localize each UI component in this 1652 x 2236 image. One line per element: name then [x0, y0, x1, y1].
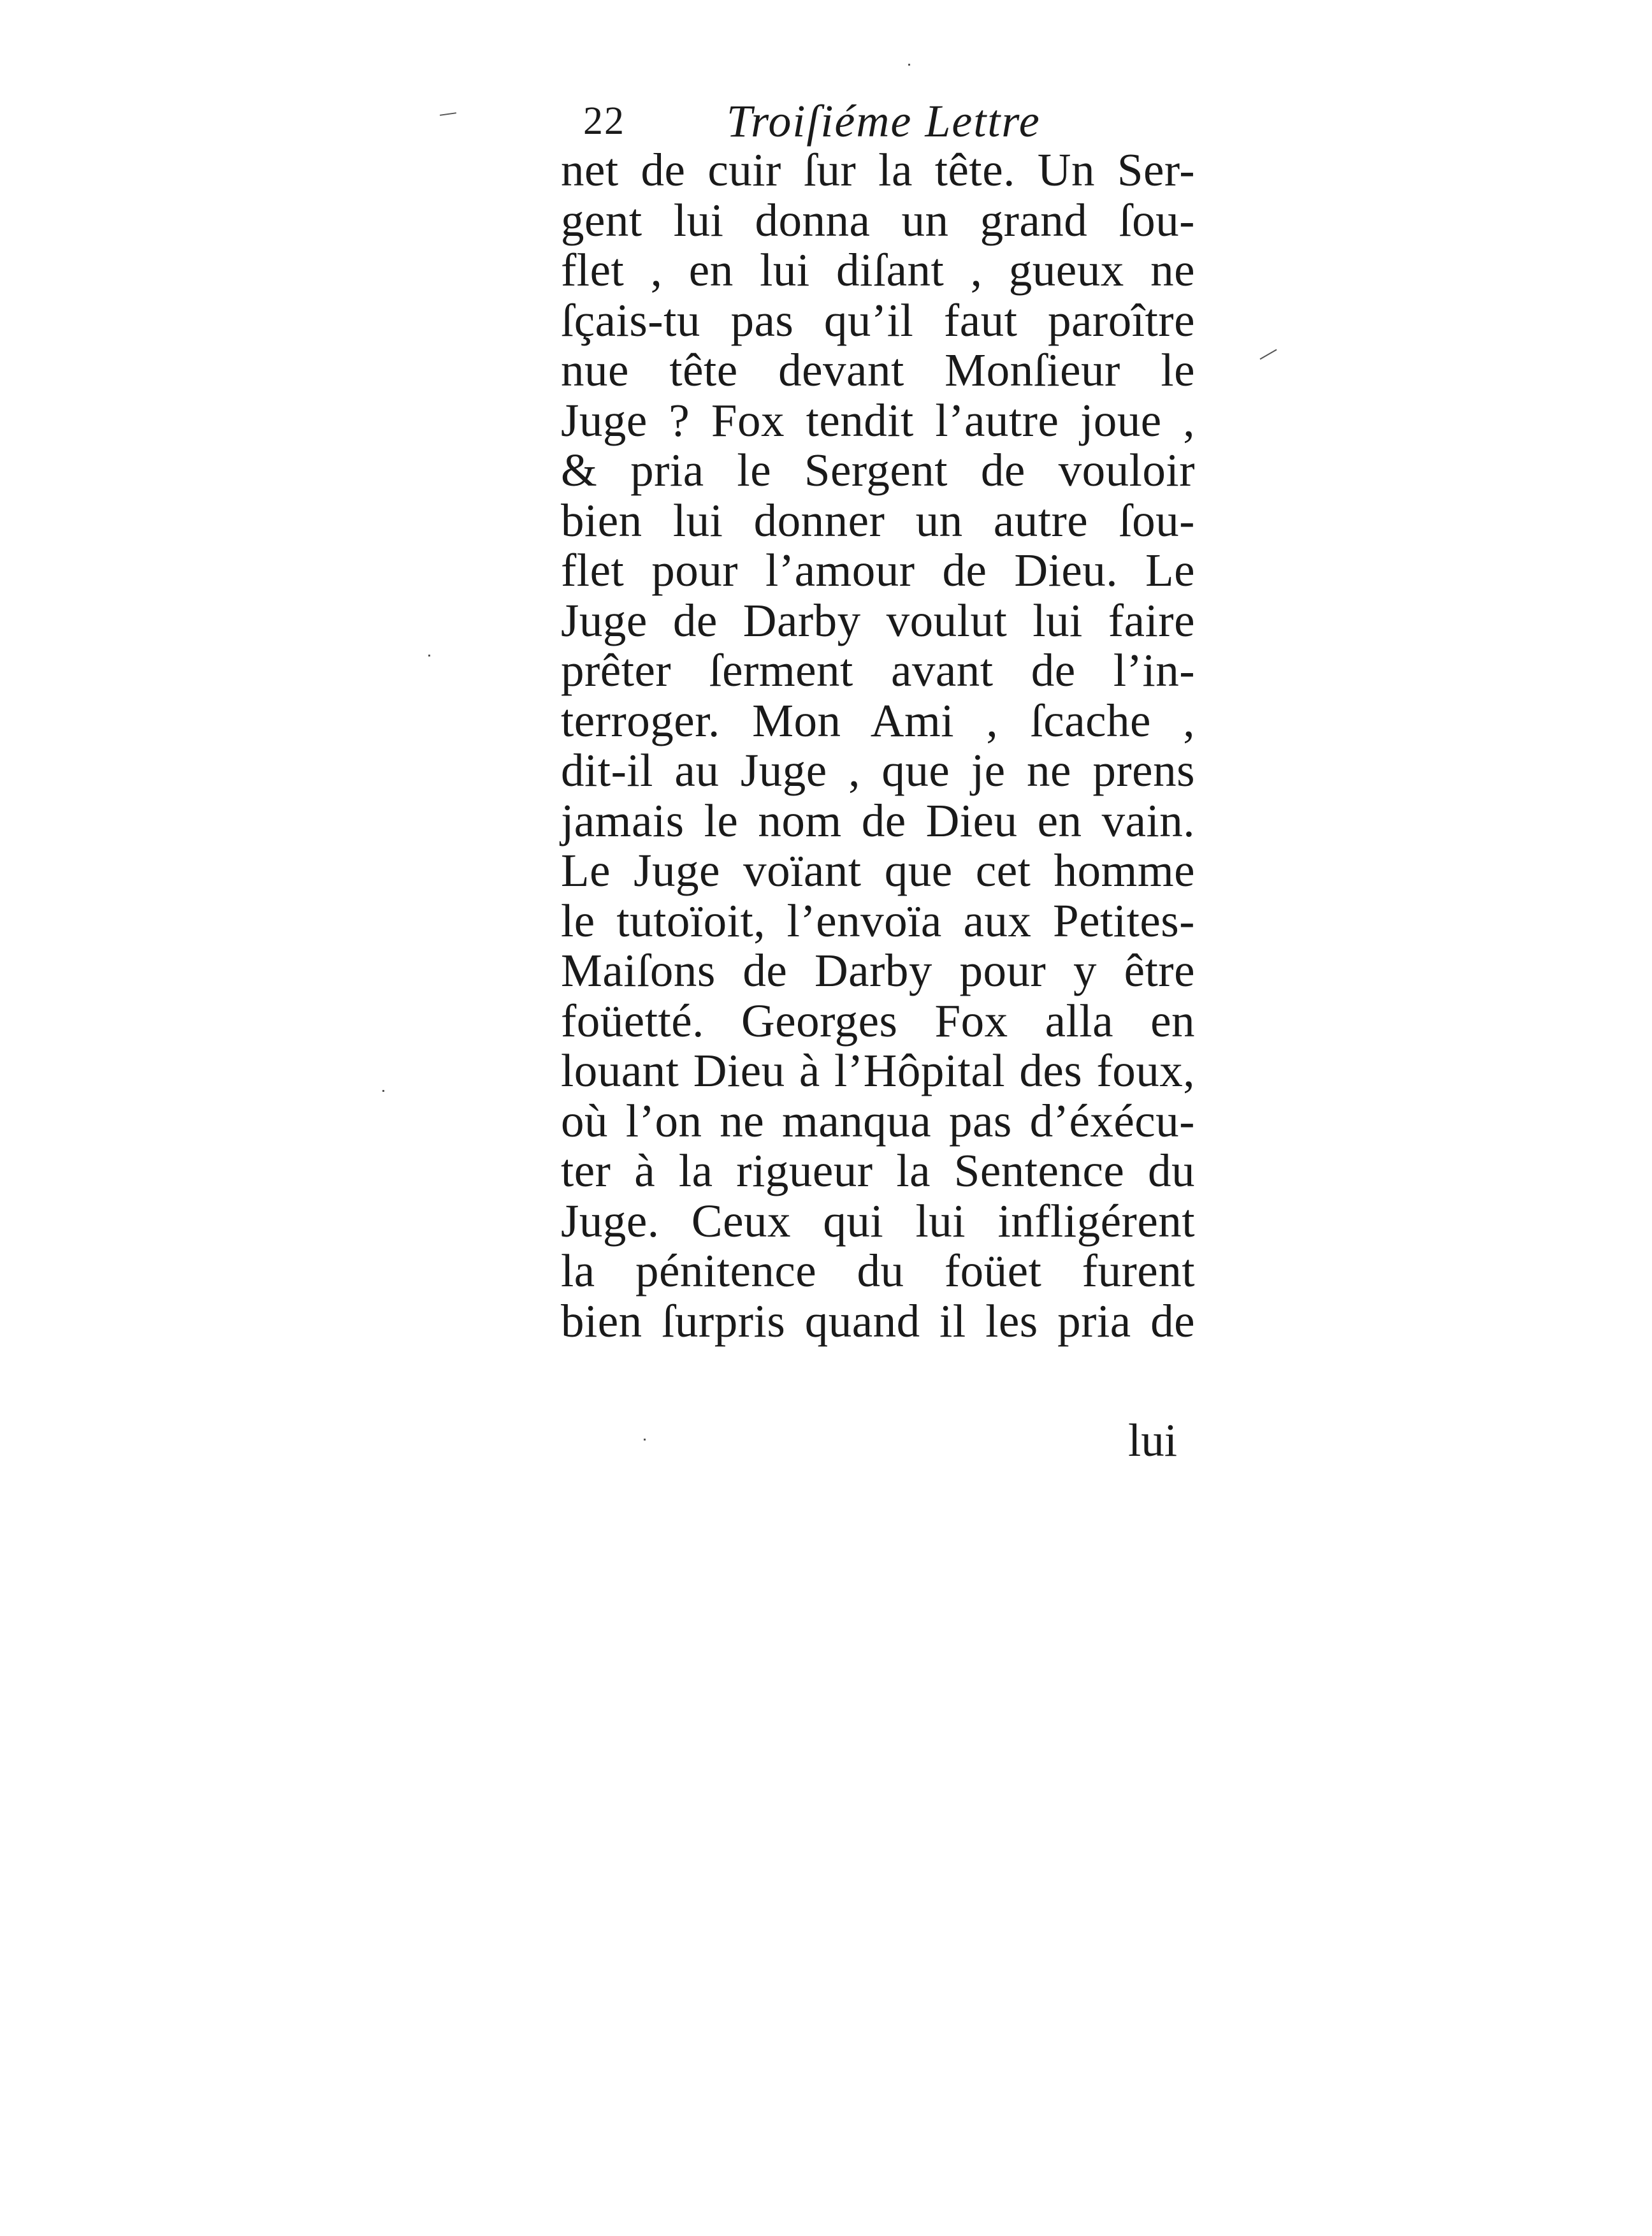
text-line: terroger. Mon Ami , ſcache , — [561, 694, 1195, 746]
text-line: flet , en lui diſant , gueux ne — [561, 244, 1195, 296]
text-line: foüetté. Georges Fox alla en — [561, 994, 1195, 1047]
text-line: Juge ? Fox tendit l’autre joue , — [561, 394, 1195, 446]
scan-mark — [382, 1090, 384, 1092]
text-line: bien lui donner un autre ſou- — [561, 494, 1195, 546]
text-line: & pria le Sergent de vouloir — [561, 444, 1195, 496]
text-line: Maiſons de Darby pour y être — [561, 945, 1195, 996]
text-line: dit-il au Juge , que je ne prens — [561, 744, 1195, 796]
text-line: la pénitence du foüet furent — [561, 1245, 1195, 1296]
running-title: Troiſiéme Lettre — [727, 96, 1041, 147]
scan-mark — [1260, 349, 1277, 360]
text-line: jamais le nom de Dieu en vain. — [561, 794, 1195, 846]
text-line: le tutoïoit, l’envoïa aux Petites- — [561, 894, 1195, 947]
text-line: bien ſurpris quand il les pria de — [561, 1295, 1195, 1347]
scan-mark — [440, 112, 456, 116]
text-line: net de cuir ſur la tête. Un Ser- — [561, 144, 1195, 196]
scan-mark — [428, 655, 430, 657]
text-line: prêter ſerment avant de l’in- — [561, 644, 1195, 696]
text-line: nue tête devant Monſieur le — [561, 344, 1195, 396]
text-line: ter à la rigueur la Sentence du — [561, 1145, 1195, 1196]
scan-mark — [644, 1439, 646, 1441]
scan-mark — [908, 64, 910, 66]
text-line: ſçais-tu pas qu’il faut paroître — [561, 294, 1195, 346]
text-line: gent lui donna un grand ſou- — [561, 194, 1195, 246]
text-line: où l’on ne manqua pas d’éxécu- — [561, 1094, 1195, 1147]
page-number: 22 — [583, 99, 625, 143]
text-line: flet pour l’amour de Dieu. Le — [561, 544, 1195, 596]
text-line: Juge de Darby voulut lui faire — [561, 594, 1195, 646]
text-line: Le Juge voïant que cet homme — [561, 845, 1195, 896]
catchword: lui — [1128, 1414, 1178, 1466]
page-header — [583, 96, 1195, 147]
body-text — [561, 145, 1195, 1346]
text-line: Juge. Ceux qui lui infligérent — [561, 1194, 1195, 1247]
text-line: louant Dieu à l’Hôpital des foux, — [561, 1045, 1195, 1096]
